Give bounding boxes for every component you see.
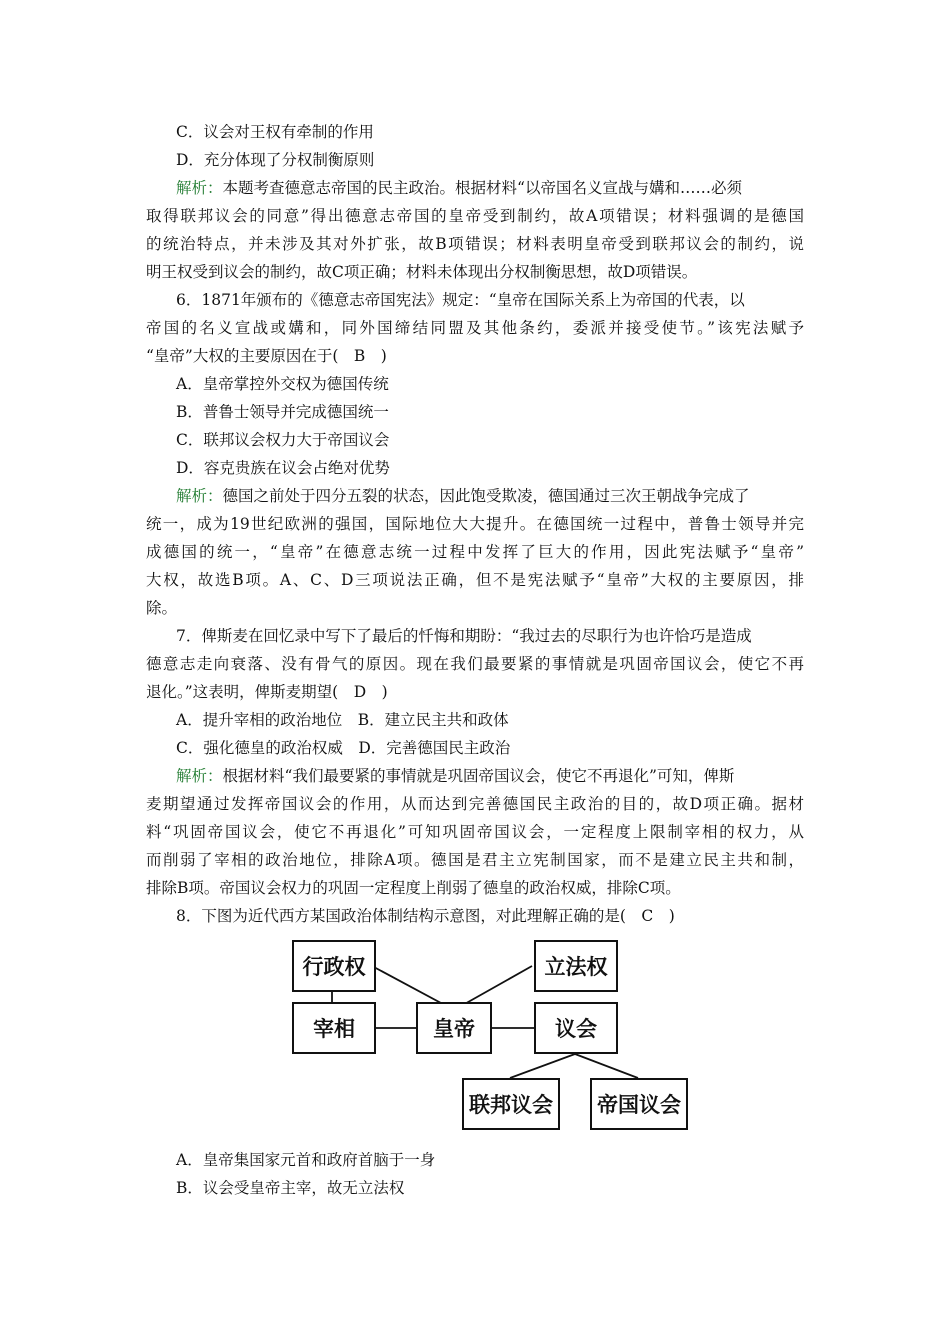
box-legislative-power: 立法权 <box>534 940 618 992</box>
q6-analysis-line-5: 除。 <box>146 599 178 617</box>
q6-option-b: B．普鲁士领导并完成德国统一 <box>176 403 389 421</box>
q7-analysis-line-4: 而削弱了宰相的政治地位，排除A项。德国是君主立宪制国家，而不是建立民主共和制， <box>146 851 804 869</box>
q5-analysis-line-1: 解析：本题考查德意志帝国的民主政治。根据材料“以帝国名义宣战与媾和……必须 <box>176 179 742 197</box>
q7-analysis-line-2: 麦期望通过发挥帝国议会的作用，从而达到完善德国民主政治的目的，故D项正确。据材 <box>146 795 804 813</box>
q5-analysis-line-3: 的统治特点，并未涉及其对外扩张，故B项错误；材料表明皇帝受到联邦议会的制约，说 <box>146 235 804 253</box>
q8-option-a: A．皇帝集国家元首和政府首脑于一身 <box>176 1151 436 1169</box>
q6-option-d: D．容克贵族在议会占绝对优势 <box>176 459 390 477</box>
analysis-label: 解析： <box>176 487 223 505</box>
box-emperor: 皇帝 <box>416 1002 492 1054</box>
q8-option-b: B．议会受皇帝主宰，故无立法权 <box>176 1179 405 1197</box>
q6-analysis-line-2: 统一，成为19世纪欧洲的强国，国际地位大大提升。在德国统一过程中，普鲁士领导并完 <box>146 515 804 533</box>
box-parliament: 议会 <box>534 1002 618 1054</box>
q6-stem-line-2: 帝国的名义宣战或媾和，同外国缔结同盟及其他条约，委派并接受使节。”该宪法赋予 <box>146 319 804 337</box>
q6-analysis-line-3: 成德国的统一，“皇帝”在德意志统一过程中发挥了巨大的作用，因此宪法赋予“皇帝” <box>146 543 804 561</box>
q7-analysis-line-1: 解析：根据材料“我们最要紧的事情就是巩固帝国议会，使它不再退化”可知，俾斯 <box>176 767 735 785</box>
q6-analysis-line-4: 大权，故选B项。A、C、D三项说法正确，但不是宪法赋予“皇帝”大权的主要原因，排 <box>146 571 804 589</box>
q5-analysis-line-4: 明王权受到议会的制约，故C项正确；材料未体现出分权制衡思想，故D项错误。 <box>146 263 698 281</box>
connector-parliament-federal <box>510 1054 575 1078</box>
q7-stem-line-3: 退化。”这表明，俾斯麦期望( D ) <box>146 683 388 701</box>
q6-stem-line-1: 6．1871年颁布的《德意志帝国宪法》规定：“皇帝在国际关系上为帝国的代表，以 <box>176 291 745 309</box>
q5-option-c: C．议会对王权有牵制的作用 <box>176 123 374 141</box>
q5-analysis-line-2: 取得联邦议会的同意”得出德意志帝国的皇帝受到制约，故A项错误；材料强调的是德国 <box>146 207 804 225</box>
analysis-label: 解析： <box>176 767 223 785</box>
q6-stem-line-3: “皇帝”大权的主要原因在于( B ) <box>146 347 387 365</box>
q6-option-a: A．皇帝掌控外交权为德国传统 <box>176 375 389 393</box>
q7-analysis-line-5: 排除B项。帝国议会权力的巩固一定程度上削弱了德皇的政治权威，排除C项。 <box>146 879 681 897</box>
box-executive-power: 行政权 <box>292 940 376 992</box>
q7-options-line-1: A．提升宰相的政治地位 B．建立民主共和政体 <box>176 711 509 729</box>
box-chancellor: 宰相 <box>292 1002 376 1054</box>
q7-stem-line-2: 德意志走向衰落、没有骨气的原因。现在我们最要紧的事情就是巩固帝国议会，使它不再 <box>146 655 804 673</box>
q5-option-d: D．充分体现了分权制衡原则 <box>176 151 375 169</box>
q8-stem: 8．下图为近代西方某国政治体制结构示意图，对此理解正确的是( C ) <box>176 907 675 925</box>
box-imperial-diet: 帝国议会 <box>590 1078 688 1130</box>
q7-analysis-line-3: 料“巩固帝国议会，使它不再退化”可知巩固帝国议会，一定程度上限制宰相的权力，从 <box>146 823 804 841</box>
q7-options-line-2: C．强化德皇的政治权威 D．完善德国民主政治 <box>176 739 511 757</box>
political-structure-diagram <box>290 936 700 1136</box>
q6-option-c: C．联邦议会权力大于帝国议会 <box>176 431 390 449</box>
connector-parliament-imperial <box>575 1054 638 1078</box>
q6-analysis-line-1: 解析：德国之前处于四分五裂的状态，因此饱受欺凌，德国通过三次王朝战争完成了 <box>176 487 750 505</box>
analysis-label: 解析： <box>176 179 223 197</box>
q7-stem-line-1: 7．俾斯麦在回忆录中写下了最后的忏悔和期盼：“我过去的尽职行为也许恰巧是造成 <box>176 627 752 645</box>
box-federal-council: 联邦议会 <box>462 1078 560 1130</box>
